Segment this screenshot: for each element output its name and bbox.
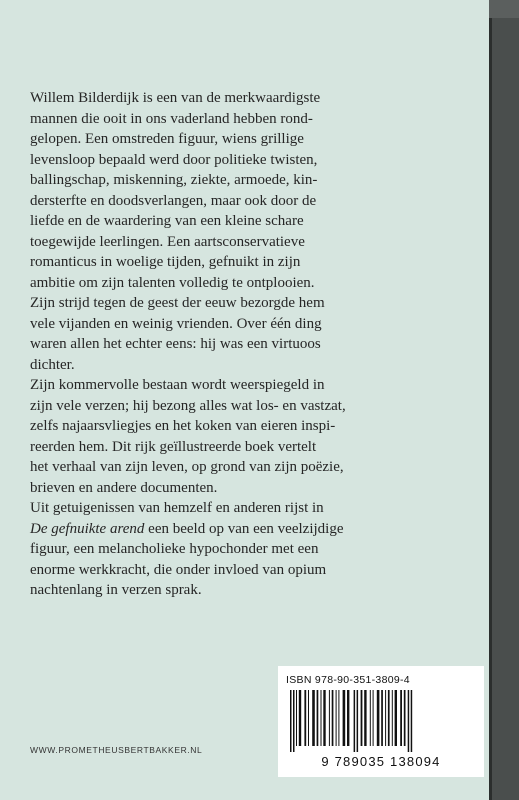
- blurb-p2-line: zelfs najaarsvliegjes en het koken van eieren inspi-: [30, 418, 336, 434]
- barcode-bar: [308, 690, 309, 746]
- blurb-p2-line: zijn vele verzen; hij bezong alles wat los- en vastzat,: [30, 397, 346, 414]
- blurb-p2-line: brieven en andere documenten.: [30, 479, 218, 496]
- barcode-bar: [411, 690, 413, 752]
- barcode-bar: [370, 690, 371, 746]
- barcode-bar: [332, 690, 334, 746]
- blurb-p1-line: waren allen het echter eens: hij was een virtuoos: [30, 336, 321, 352]
- barcode-bar: [317, 690, 319, 746]
- barcode-bar: [395, 690, 397, 746]
- barcode-bar: [364, 690, 366, 746]
- blurb-p3-line2: een beeld op van een veelzijdige: [144, 520, 344, 537]
- blurb-p1-line: vele vijanden en weinig vrienden. Over één ding: [30, 315, 322, 332]
- barcode-bar: [323, 690, 325, 746]
- barcode-bar: [293, 690, 295, 752]
- blurb-p2-line: reerden hem. Dit rijk geïllustreerde boek vertelt: [30, 438, 317, 455]
- book-spine: [489, 0, 519, 800]
- blurb-p1-line: ambitie om zijn talenten volledig te ontplooien.: [30, 274, 315, 291]
- blurb-paragraph-3: [30, 498, 450, 601]
- barcode-bar: [347, 690, 349, 746]
- blurb-p1-line: Willem Bilderdijk is een van de merkwaardigste: [30, 90, 321, 106]
- barcode-bar: [343, 690, 346, 746]
- barcode-bar: [329, 690, 330, 746]
- barcode-bar: [408, 690, 410, 752]
- blurb-p1-line: ballingschap, miskenning, ziekte, armoede, kin-: [30, 172, 318, 188]
- blurb-p3-line: nachtenlang in verzen sprak.: [30, 582, 202, 598]
- blurb-p1-line: dersterfte en doodsverlangen, maar ook door de: [30, 192, 317, 209]
- publisher-website: WWW.PROMETHEUSBERTBAKKER.NL: [30, 745, 203, 755]
- blurb-p1-line: gelopen. Een omstreden figuur, wiens grillige: [30, 131, 304, 147]
- blurb-p1-line: mannen die ooit in ons vaderland hebben rond-: [30, 110, 313, 127]
- barcode-bar: [296, 690, 297, 746]
- barcode-bar: [357, 690, 359, 752]
- blurb-paragraph-1: [30, 88, 450, 375]
- isbn-barcode-box: [278, 666, 484, 777]
- blurb-p3-line: enorme werkkracht, die onder invloed van opium: [30, 561, 327, 578]
- barcode-bar: [304, 690, 306, 746]
- blurb-p1-line: levensloop bepaald werd door politieke twisten,: [30, 151, 318, 168]
- barcode-digits: 9 789035 138094: [321, 754, 441, 769]
- barcode-bar: [388, 690, 390, 746]
- spine-edge: [489, 0, 492, 800]
- barcode-bar: [392, 690, 393, 746]
- spine-top-shadow: [489, 0, 519, 18]
- blurb-p2-line: Zijn kommervolle bestaan wordt weerspiegeld in: [30, 377, 325, 393]
- barcode-bar: [385, 690, 386, 746]
- barcode-bar: [354, 690, 356, 752]
- barcode-bar: [377, 690, 380, 746]
- barcode-bar: [361, 690, 363, 746]
- blurb-paragraph-2: [30, 375, 450, 498]
- barcode-bar: [404, 690, 406, 746]
- blurb-p1-line: toegewijde leerlingen. Een aartsconservatieve: [30, 233, 305, 250]
- blurb-p1-line: dichter.: [30, 356, 75, 373]
- blurb-p3-line1: Uit getuigenissen van hemzelf en anderen rijst in: [30, 500, 324, 516]
- barcode-bar: [381, 690, 383, 746]
- barcode-bar: [290, 690, 292, 752]
- barcode-bar: [312, 690, 315, 746]
- blurb-p1-line: liefde en de waardering van een kleine schare: [30, 213, 304, 229]
- barcode-bar: [299, 690, 301, 746]
- book-title: De gefnuikte arend: [30, 520, 145, 537]
- barcode-icon: [284, 690, 478, 752]
- barcode-bar: [373, 690, 374, 746]
- blurb-p3-rest: [30, 541, 326, 598]
- blurb-p1-line: romanticus in woelige tijden, gefnuikt in zijn: [30, 254, 301, 270]
- barcode-bar: [321, 690, 322, 746]
- barcode-bar: [400, 690, 402, 746]
- blurb-p2-line: het verhaal van zijn leven, op grond van zijn poëzie,: [30, 459, 344, 475]
- barcode-bar: [338, 690, 339, 746]
- isbn-label: ISBN 978-90-351-3809-4: [286, 674, 410, 686]
- blurb-p3-line: figuur, een melancholieke hypochonder met een: [30, 541, 319, 557]
- blurb-p1-line: Zijn strijd tegen de geest der eeuw bezorgde hem: [30, 295, 325, 311]
- blurb-text: [30, 88, 450, 601]
- barcode-bar: [336, 690, 337, 746]
